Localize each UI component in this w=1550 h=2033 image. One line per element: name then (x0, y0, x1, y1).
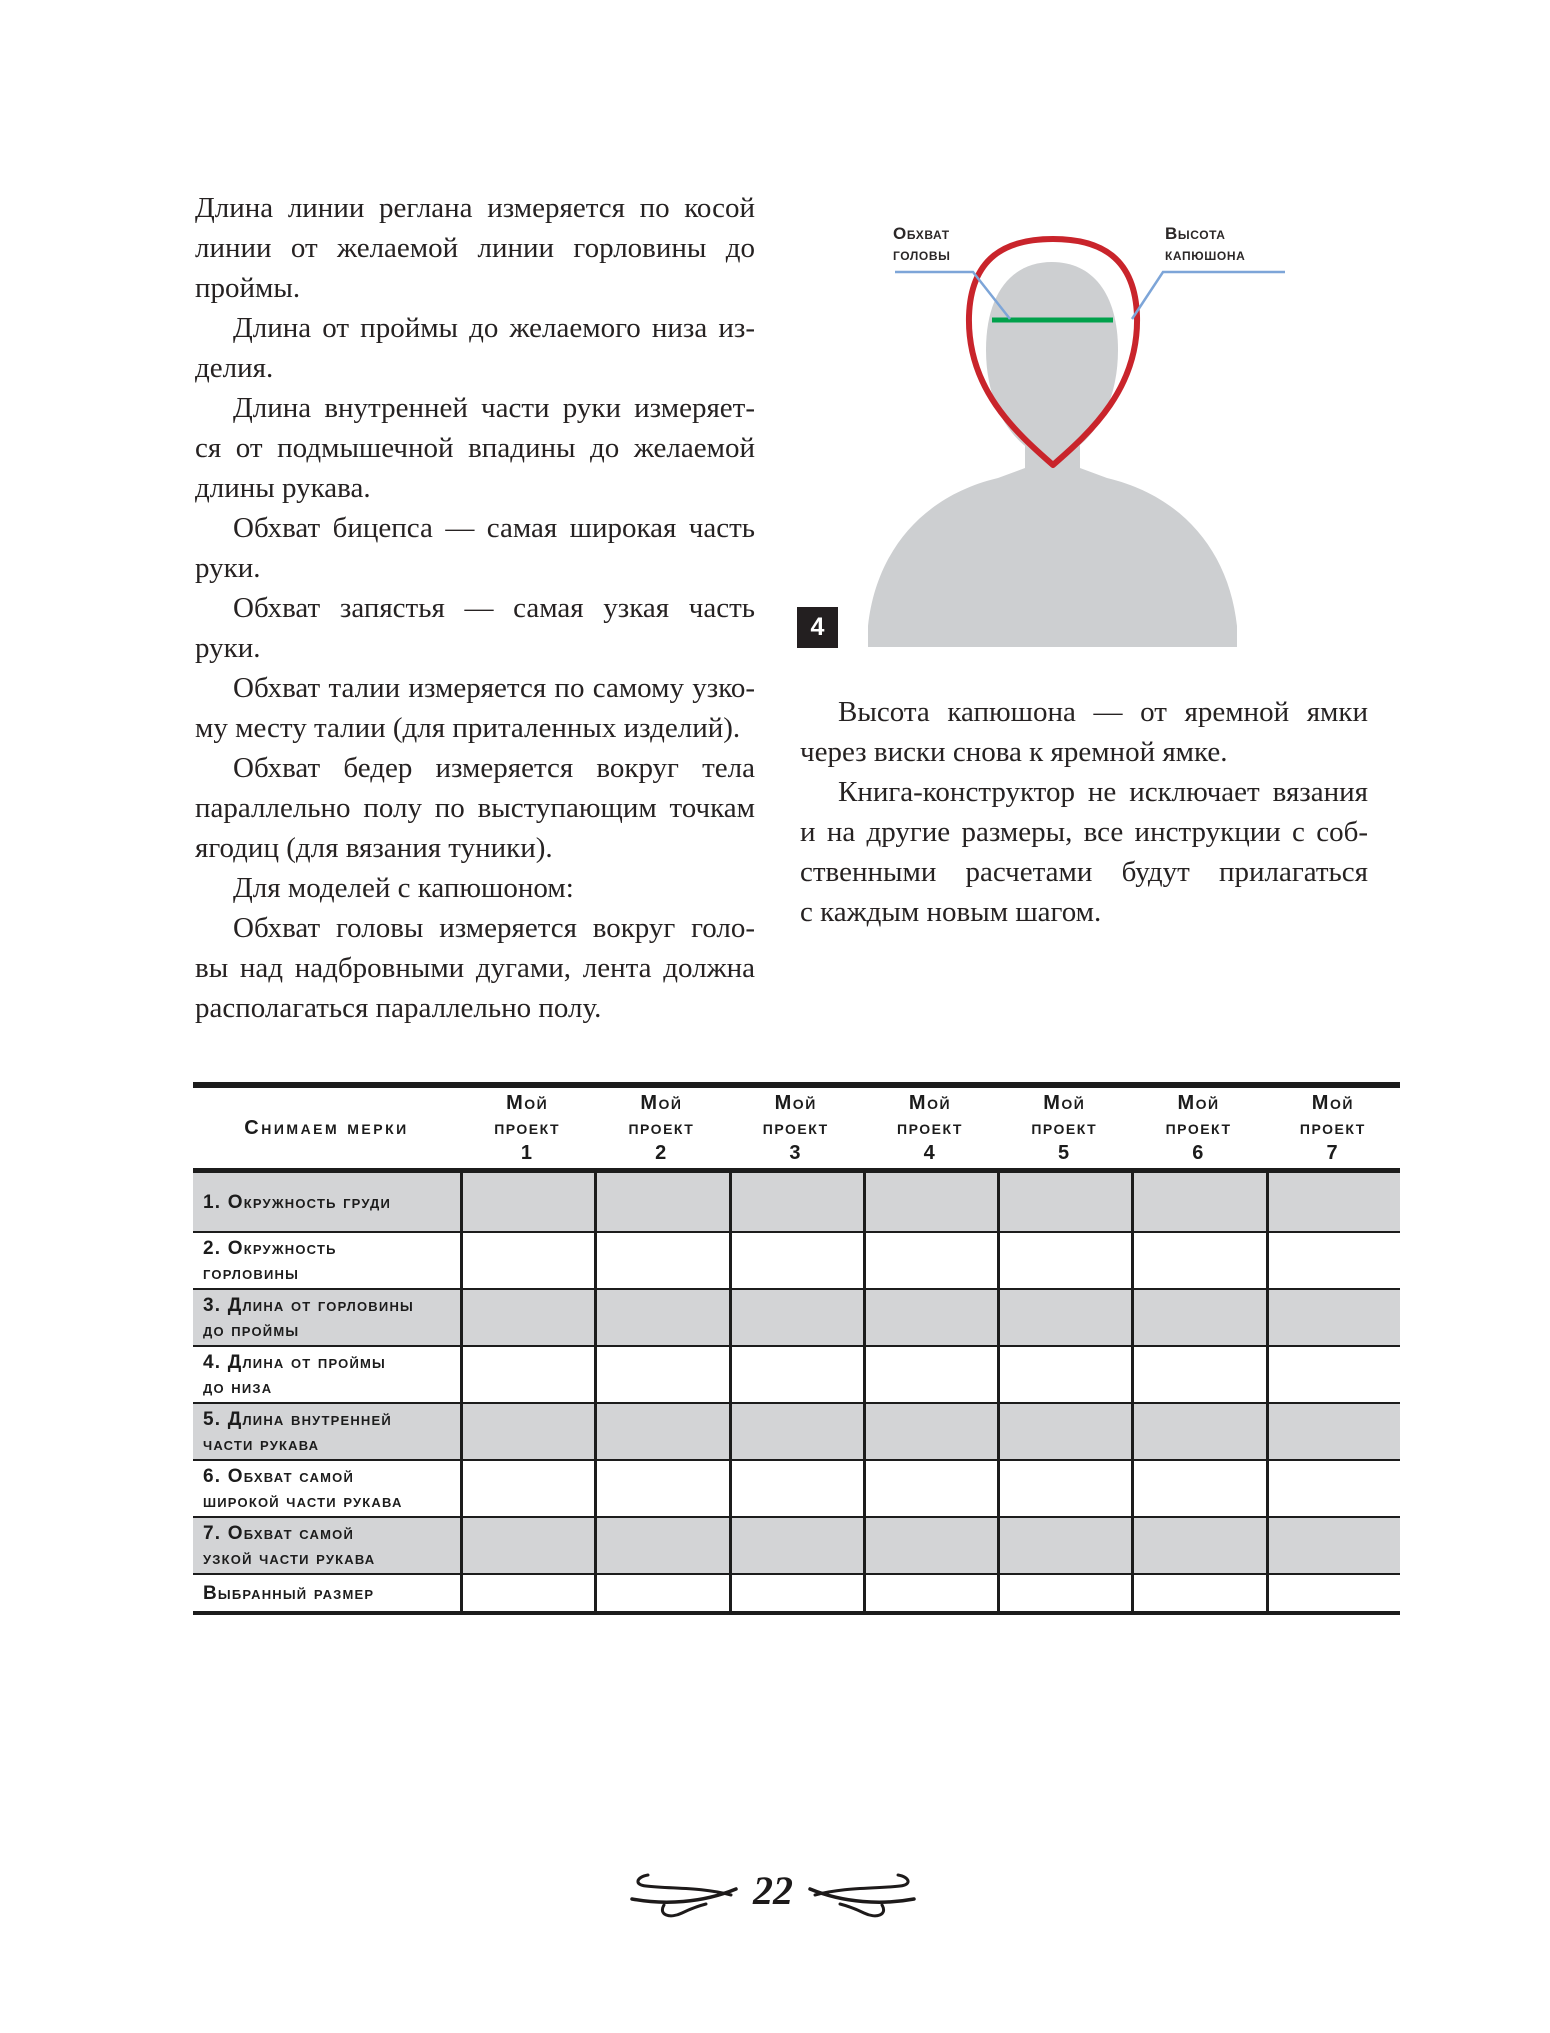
text-line: вы над надбровными дугами, лента должна (195, 952, 755, 984)
table-cell (594, 1290, 728, 1345)
table-cell (1266, 1518, 1400, 1573)
header-line: Мой (640, 1091, 683, 1114)
table-cell (997, 1233, 1131, 1288)
row-label-line: Выбранный размер (203, 1582, 375, 1604)
row-label (193, 1461, 460, 1516)
row-label-line: узкой части рукава (203, 1547, 376, 1569)
table-cell (729, 1575, 863, 1611)
table-cell (460, 1290, 594, 1345)
table-cell (729, 1404, 863, 1459)
text-line: Высота капюшона — от яремной ямки (838, 696, 1368, 728)
table-project-header (460, 1088, 594, 1168)
table-cell (1266, 1404, 1400, 1459)
table-cell (460, 1404, 594, 1459)
table-corner-header: Снимаем мерки (244, 1116, 409, 1139)
table-cell (460, 1173, 594, 1231)
text-line: проймы. (195, 272, 301, 304)
table-cell (460, 1575, 594, 1611)
table-cell (863, 1461, 997, 1516)
table-cell (1131, 1233, 1265, 1288)
head-circumference-label (893, 223, 950, 265)
row-label-line: широкой части рукава (203, 1490, 403, 1512)
header-line: Мой (506, 1091, 549, 1114)
table-cell (1131, 1173, 1265, 1231)
project-number: 3 (789, 1141, 803, 1164)
text-line: Длина линии реглана измеряется по косой (195, 192, 755, 224)
text-line: Обхват запястья — самая узкая часть (233, 592, 755, 624)
text-line: с каждым новым шагом. (800, 896, 1102, 928)
table-cell (863, 1290, 997, 1345)
header-line: Мой (1311, 1091, 1354, 1114)
table-cell (1266, 1173, 1400, 1231)
text-line: Обхват бедер измеряется вокруг тела (233, 752, 755, 784)
table-cell (1266, 1461, 1400, 1516)
table-cell (863, 1518, 997, 1573)
table-cell (460, 1461, 594, 1516)
table-cell (1266, 1290, 1400, 1345)
table-cell (997, 1404, 1131, 1459)
row-label (193, 1290, 460, 1345)
table-cell (863, 1233, 997, 1288)
text-line: длины рукава. (195, 472, 371, 504)
table-cell (997, 1290, 1131, 1345)
table-project-header (1266, 1088, 1400, 1168)
right-text-column (800, 692, 1368, 932)
table-project-header (863, 1088, 997, 1168)
table-cell (1266, 1347, 1400, 1402)
table-project-header (1131, 1088, 1265, 1168)
table-cell (997, 1461, 1131, 1516)
left-text-column (195, 188, 755, 1028)
row-label-line: части рукава (203, 1433, 320, 1455)
table-cell (1131, 1575, 1265, 1611)
header-line: проект (1165, 1116, 1232, 1139)
row-label (193, 1347, 460, 1402)
table-cell (1131, 1404, 1265, 1459)
text-line: и на другие размеры, все инструкции с соб- (800, 816, 1368, 848)
row-label-line: горловины (203, 1262, 300, 1284)
row-label-line: до проймы (203, 1319, 300, 1341)
table-cell (729, 1173, 863, 1231)
table-cell (729, 1461, 863, 1516)
text-line: ся от подмышечной впадины до желаемой (195, 432, 755, 464)
label-line: головы (893, 245, 951, 264)
project-number: 1 (520, 1141, 534, 1164)
label-line: Высота (1165, 224, 1226, 243)
header-line: Мой (774, 1091, 817, 1114)
row-label-line: до низа (203, 1376, 273, 1398)
table-cell (460, 1233, 594, 1288)
text-line: ягодиц (для вязания туники). (195, 832, 553, 864)
table-cell (594, 1173, 728, 1231)
text-line: Длина внутренней части руки измеряет- (233, 392, 755, 424)
text-line: руки. (195, 552, 261, 584)
hood-height-label (1165, 223, 1245, 265)
row-label (193, 1404, 460, 1459)
table-cell (594, 1404, 728, 1459)
measurement-table (193, 1082, 1400, 1615)
table-row (193, 1288, 1400, 1345)
text-line: параллельно полу по выступающим точкам (195, 792, 755, 824)
text-line: Обхват головы измеряется вокруг голо- (233, 912, 755, 944)
table-cell (594, 1575, 728, 1611)
row-label (193, 1518, 460, 1573)
label-line: Обхват (893, 224, 950, 243)
row-label-line: 6. Обхват самой (203, 1465, 355, 1487)
text-line: Обхват бицепса — самая широкая часть (233, 512, 755, 544)
row-label-line: 5. Длина внутренней (203, 1408, 392, 1430)
header-line: Мой (1177, 1091, 1220, 1114)
text-line: Длина от проймы до желаемого низа из- (233, 312, 755, 344)
table-cell (729, 1518, 863, 1573)
leader-line-hood (1132, 272, 1285, 319)
project-number: 6 (1192, 1141, 1205, 1164)
table-cell (460, 1518, 594, 1573)
table-cell (997, 1347, 1131, 1402)
header-line: проект (628, 1116, 695, 1139)
flourish-ornament-left (628, 1871, 740, 1919)
project-number: 2 (655, 1141, 668, 1164)
page-number: 22 (753, 1868, 793, 1913)
table-cell (1131, 1347, 1265, 1402)
text-line: Для моделей с капюшоном: (233, 872, 574, 904)
table-cell (863, 1404, 997, 1459)
text-line: Обхват талии измеряется по самому узко- (233, 672, 755, 704)
table-cell (729, 1347, 863, 1402)
header-line: проект (897, 1116, 963, 1139)
row-label-line: 3. Длина от горловины (203, 1294, 414, 1316)
table-row (193, 1573, 1400, 1611)
header-line: проект (1299, 1116, 1366, 1139)
table-cell (594, 1233, 728, 1288)
project-number: 7 (1326, 1141, 1340, 1164)
table-row (193, 1402, 1400, 1459)
table-project-header (997, 1088, 1131, 1168)
table-cell (460, 1347, 594, 1402)
table-row (193, 1459, 1400, 1516)
table-project-header (594, 1088, 728, 1168)
text-line: линии от желаемой линии горловины до (195, 232, 755, 264)
table-cell (863, 1347, 997, 1402)
text-line: располагаться параллельно полу. (195, 992, 602, 1024)
table-cell (997, 1575, 1131, 1611)
flourish-ornament-right (806, 1871, 918, 1919)
header-line: проект (1031, 1116, 1098, 1139)
table-cell (997, 1173, 1131, 1231)
row-label (193, 1575, 460, 1611)
row-label (193, 1233, 460, 1288)
text-line: руки. (195, 632, 261, 664)
table-cell (1131, 1518, 1265, 1573)
table-row (193, 1516, 1400, 1573)
text-line: ственными расчетами будут прилагаться (800, 856, 1368, 888)
table-cell (863, 1575, 997, 1611)
row-label (193, 1173, 460, 1231)
table-cell (729, 1233, 863, 1288)
text-line: му месту талии (для приталенных изделий). (195, 712, 741, 744)
table-cell (729, 1290, 863, 1345)
table-cell (997, 1518, 1131, 1573)
table-row (193, 1173, 1400, 1231)
row-label-line: 2. Окружность (203, 1237, 337, 1259)
header-line: Мой (1043, 1091, 1086, 1114)
table-cell (594, 1518, 728, 1573)
head-silhouette (986, 262, 1118, 461)
figure-number-badge: 4 (797, 607, 838, 648)
text-line: через виски снова к яремной ямке. (800, 736, 1228, 768)
table-cell (594, 1347, 728, 1402)
table-project-header (729, 1088, 863, 1168)
table-row (193, 1345, 1400, 1402)
table-row (193, 1231, 1400, 1288)
table-cell (594, 1461, 728, 1516)
header-line: проект (762, 1116, 829, 1139)
table-header-row (193, 1088, 1400, 1173)
row-label-line: 7. Обхват самой (203, 1522, 355, 1544)
header-line: проект (494, 1116, 561, 1139)
project-number: 5 (1057, 1141, 1071, 1164)
table-cell (1266, 1233, 1400, 1288)
table-cell (1266, 1575, 1400, 1611)
table-cell (863, 1173, 997, 1231)
header-line: Мой (908, 1091, 952, 1114)
text-line: Книга-конструктор не исключает вязания (838, 776, 1368, 808)
table-cell (1131, 1461, 1265, 1516)
project-number: 4 (923, 1141, 937, 1164)
text-line: делия. (195, 352, 274, 384)
row-label-line: 4. Длина от проймы (203, 1351, 386, 1373)
label-line: капюшона (1165, 245, 1246, 264)
table-cell (1131, 1290, 1265, 1345)
row-label-line: 1. Окружность груди (203, 1191, 392, 1213)
